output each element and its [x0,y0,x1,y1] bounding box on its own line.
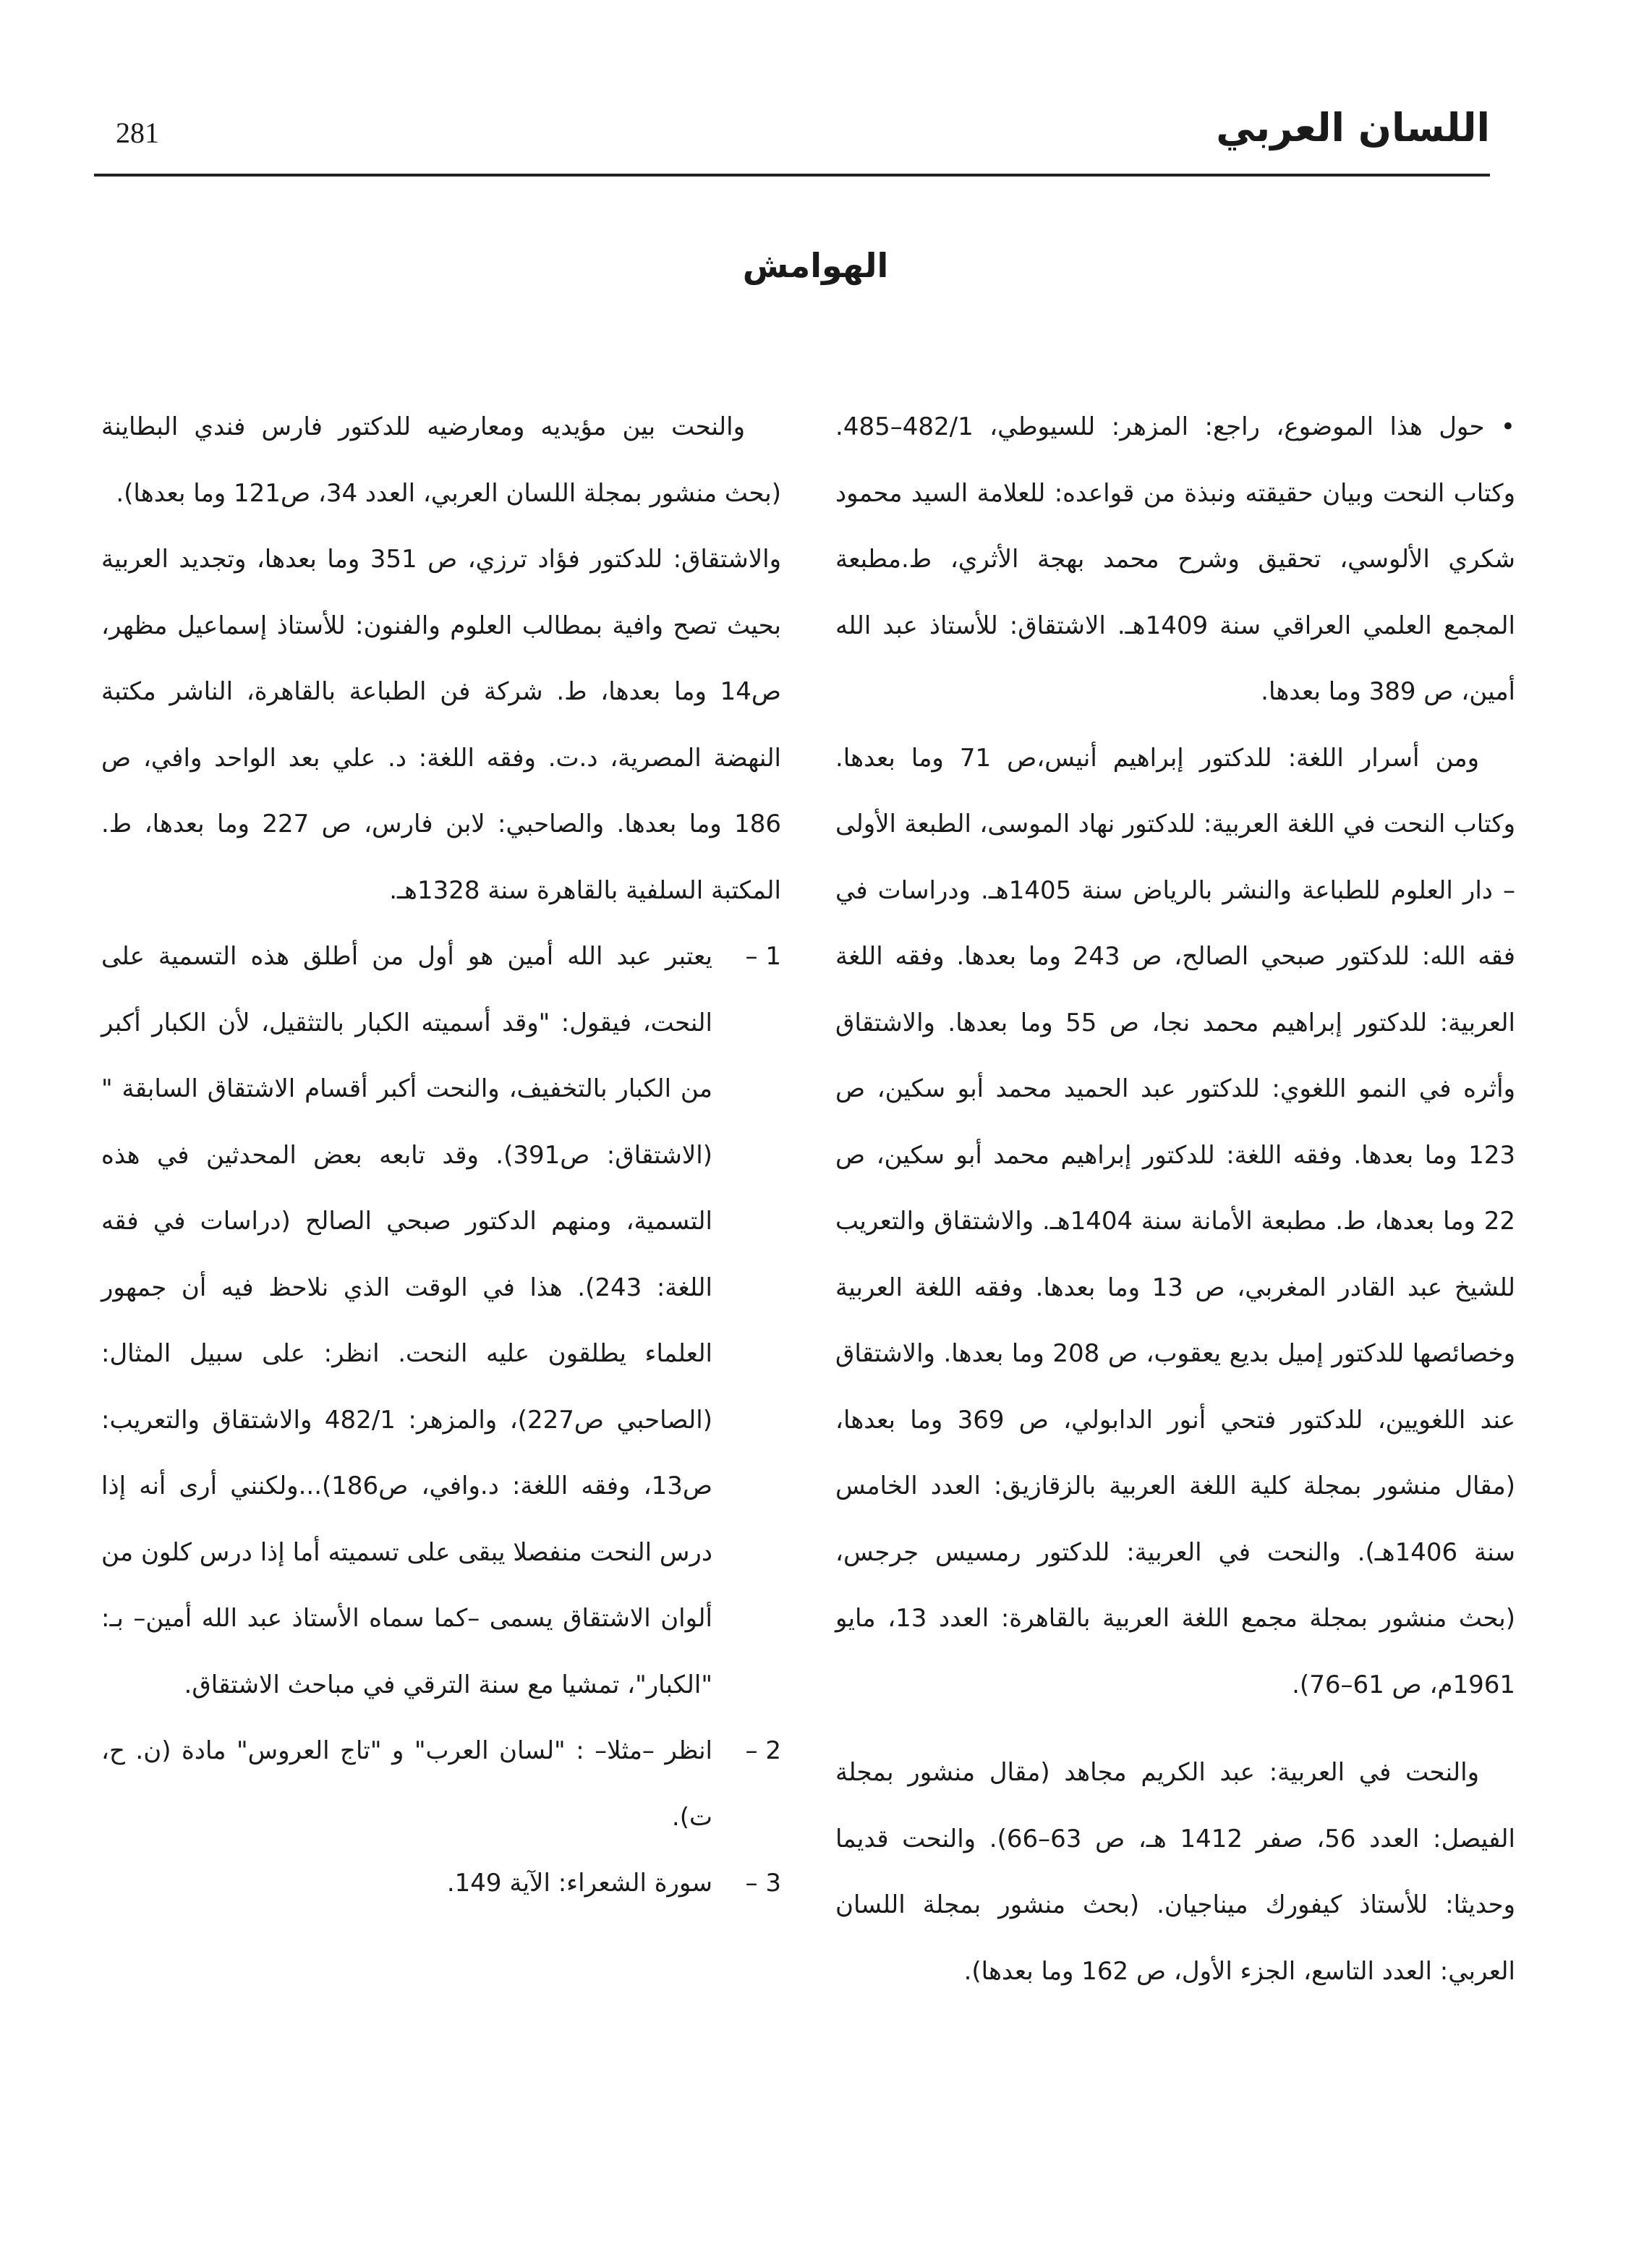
footnote-paragraph: ومن أسرار اللغة: للدكتور إبراهيم أنيس،ص 71 وما بعدها. وكتاب النحت في اللغة العربية: للدكتور نهاد الموسى، الطبعة الأولى – دار العلوم للطباعة والنشر بالرياض سنة 1405هـ. ودراسات في فقه الله: للدكتور صبحي الصالح، ص 243 وما بعدها. وفقه اللغة العربية: للدكتور إبراهيم محمد نجا، ص 55 وما بعدها. والاشتقاق وأثره في النمو اللغوي: للدكتور عبد الحميد محمد أبو سكين، ص 123 وما بعدها. وفقه اللغة: للدكتور إبراهيم محمد أبو سكين، ص 22 وما بعدها، ط. مطبعة الأمانة سنة 1404هـ. والاشتقاق والتعريب للشيخ عبد القادر المغربي، ص 13 وما بعدها. وفقه اللغة العربية وخصائصها للدكتور إميل بديع يعقوب، ص 208 وما بعدها. والاشتقاق عند اللغويين، للدكتور فتحي أنور الدابولي، ص 369 وما بعدها، (مقال منشور بمجلة كلية اللغة العربية بالزقازيق: العدد الخامس سنة 1406هـ). والنحت في العربية: للدكتور رمسيس جرجس، (بحث منشور بمجلة مجمع اللغة العربية بالقاهرة: العدد 13، مايو 1961م، ص 61–76). [835,743,1515,1699]
header-rule [94,174,1490,177]
numbered-note [101,1718,781,1851]
page-number: 281 [116,116,159,149]
left-column [101,394,781,1917]
note-text: سورة الشعراء: الآية 149. [446,1869,712,1898]
numbered-note [101,924,781,1718]
note-text: يعتبر عبد الله أمين هو أول من أطلق هذه التسمية على النحت، فيقول: "وقد أسميته الكبار بالتثقيل، لأن الكبار أكبر من الكبار بالتخفيف، والنحت أكبر أقسام الاشتقاق السابقة "(الاشتقاق: ص391). وقد تابعه بعض المحدثين في هذه التسمية، ومنهم الدكتور صبحي الصالح (دراسات في فقه اللغة: 243). هذا في الوقت الذي نلاحظ فيه أن جمهور العلماء يطلقون عليه النحت. انظر: على سبيل المثال: (الصاحبي ص227)، والمزهر: 482/1 والاشتقاق والتعريب: ص13، وفقه اللغة: د.وافي، ص186)...ولكنني أرى أنه إذا درس النحت منفصلا يبقى على تسميته أما إذا درس كلون من ألوان الاشتقاق يسمى –كما سماه الأستاذ عبد الله أمين– بـ: "الكبار"، تمشيا مع سنة الترقي في مباحث الاشتقاق. [101,942,713,1699]
numbered-note [101,1851,781,1917]
footnote-paragraph: والنحت بين مؤيديه ومعارضيه للدكتور فارس فندي البطاينة (بحث منشور بمجلة اللسان العربي، العدد 34، ص121 وما بعدها). [101,412,781,508]
section-title: الهوامش [742,246,889,285]
right-column [835,394,1515,2005]
page-header [94,105,1490,181]
note-text: انظر –مثلا– : "لسان العرب" و "تاج العروس" مادة (ن. ح، ت). [101,1736,712,1832]
journal-name: اللسان العربي [1216,105,1490,150]
note-number: 3 – [745,1869,781,1898]
note-number: 1 – [745,942,781,971]
note-number: 2 – [745,1736,781,1765]
footnote-paragraph: والنحت في العربية: عبد الكريم مجاهد (مقال منشور بمجلة الفيصل: العدد 56، صفر 1412 هـ، ص 63–66). والنحت قديما وحديثا: للأستاذ كيفورك ميناجيان. (بحث منشور بمجلة اللسان العربي: العدد التاسع، الجزء الأول، ص 162 وما بعدها). [835,1758,1515,1986]
footnote-paragraph: والاشتقاق: للدكتور فؤاد ترزي، ص 351 وما بعدها، وتجديد العربية بحيث تصح وافية بمطالب العلوم والفنون: للأستاذ إسماعيل مظهر، ص14 وما بعدها، ط. شركة فن الطباعة بالقاهرة، الناشر مكتبة النهضة المصرية، د.ت. وفقه اللغة: د. علي بعد الواحد وافي، ص 186 وما بعدها. والصاحبي: لابن فارس، ص 227 وما بعدها، ط. المكتبة السلفية بالقاهرة سنة 1328هـ. [101,545,781,905]
footnote-paragraph: • حول هذا الموضوع، راجع: المزهر: للسيوطي، 482/1–485. وكتاب النحت وبيان حقيقته ونبذة من قواعده: للعلامة السيد محمود شكري الألوسي، تحقيق وشرح محمد بهجة الأثري، ط.مطبعة المجمع العلمي العراقي سنة 1409هـ. الاشتقاق: للأستاذ عبد الله أمين، ص 389 وما بعدها. [835,412,1515,706]
